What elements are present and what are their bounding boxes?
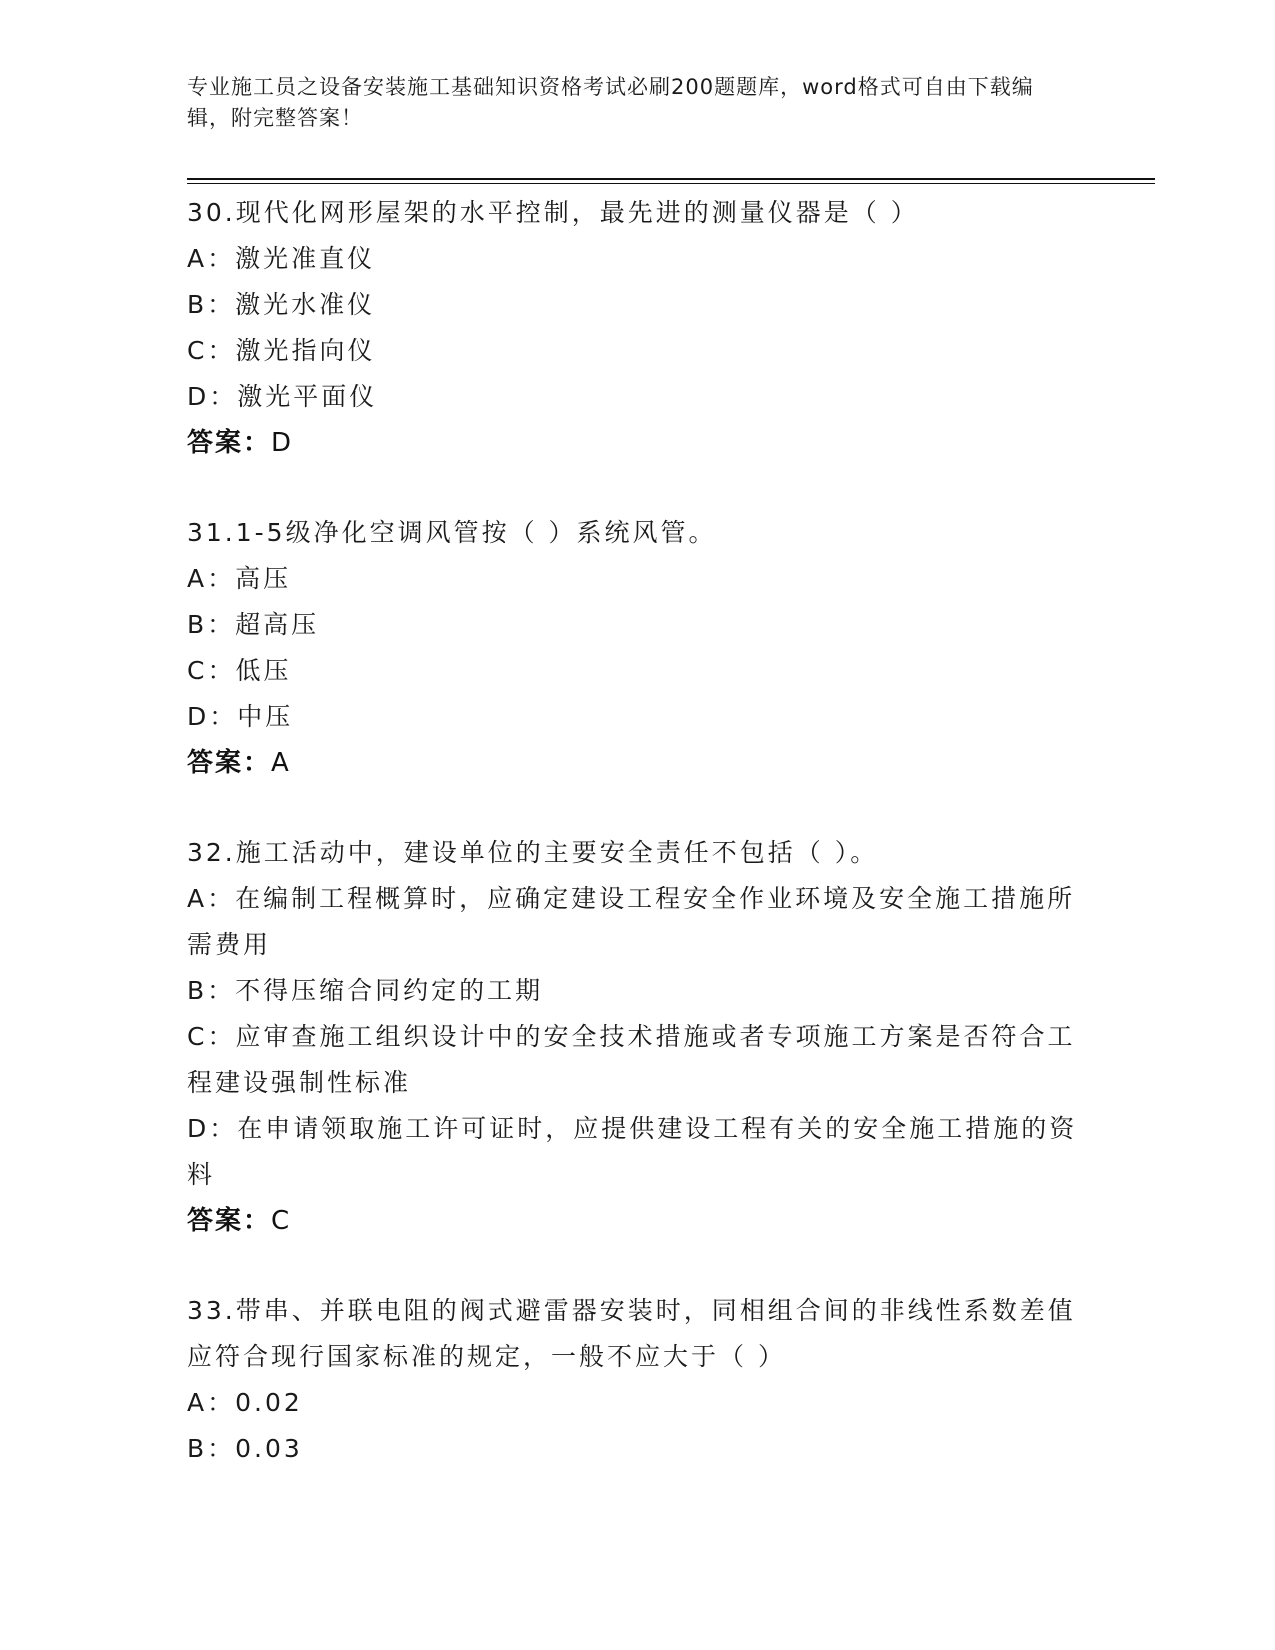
option-b: B：激光水准仪 — [187, 290, 376, 319]
option-b: B：0.03 — [187, 1434, 303, 1463]
answer-value: D — [271, 428, 293, 458]
question-stem: 31.1-5级净化空调风管按（ ）系统风管。 — [187, 518, 717, 547]
option-c: C：应审查施工组织设计中的安全技术措施或者专项施工方案是否符合工程建设强制性标准 — [187, 1022, 1076, 1097]
question-gap — [187, 786, 1087, 830]
option-d: D：中压 — [187, 702, 294, 731]
option-b: B：超高压 — [187, 610, 320, 639]
answer-line — [187, 1198, 1087, 1244]
question-gap — [187, 466, 1087, 510]
question-list — [187, 190, 1087, 1472]
answer-value: A — [271, 748, 290, 778]
option-a: A：0.02 — [187, 1388, 303, 1417]
option-a: A：高压 — [187, 564, 292, 593]
option-a: A：激光准直仪 — [187, 244, 376, 273]
option-a: A：在编制工程概算时，应确定建设工程安全作业环境及安全施工措施所需费用 — [187, 884, 1076, 959]
option-d: D：在申请领取施工许可证时，应提供建设工程有关的安全施工措施的资料 — [187, 1114, 1078, 1189]
answer-label: 答案： — [187, 428, 272, 458]
answer-line — [187, 420, 1087, 466]
answer-label: 答案： — [187, 1206, 272, 1236]
question-32 — [187, 830, 1087, 1244]
answer-value: C — [271, 1206, 291, 1236]
question-31 — [187, 510, 1087, 786]
document-header: 专业施工员之设备安装施工基础知识资格考试必刷200题题库，word格式可自由下载编辑，附完整答案！ — [187, 75, 1034, 130]
header-rule-thin — [187, 183, 1155, 184]
answer-label: 答案： — [187, 748, 272, 778]
question-30 — [187, 190, 1087, 466]
question-stem: 32.施工活动中，建设单位的主要安全责任不包括（ ）。 — [187, 838, 879, 867]
option-d: D：激光平面仪 — [187, 382, 378, 411]
header-rule-thick — [187, 178, 1155, 180]
question-33 — [187, 1288, 1087, 1472]
question-stem: 30.现代化网形屋架的水平控制，最先进的测量仪器是（ ） — [187, 198, 919, 227]
answer-line — [187, 740, 1087, 786]
question-stem: 33.带串、并联电阻的阀式避雷器安装时，同相组合间的非线性系数差值应符合现行国家标准的规定，一般不应大于（ ） — [187, 1296, 1076, 1371]
option-c: C：低压 — [187, 656, 292, 685]
question-gap — [187, 1244, 1087, 1288]
option-c: C：激光指向仪 — [187, 336, 376, 365]
option-b: B：不得压缩合同约定的工期 — [187, 976, 544, 1005]
